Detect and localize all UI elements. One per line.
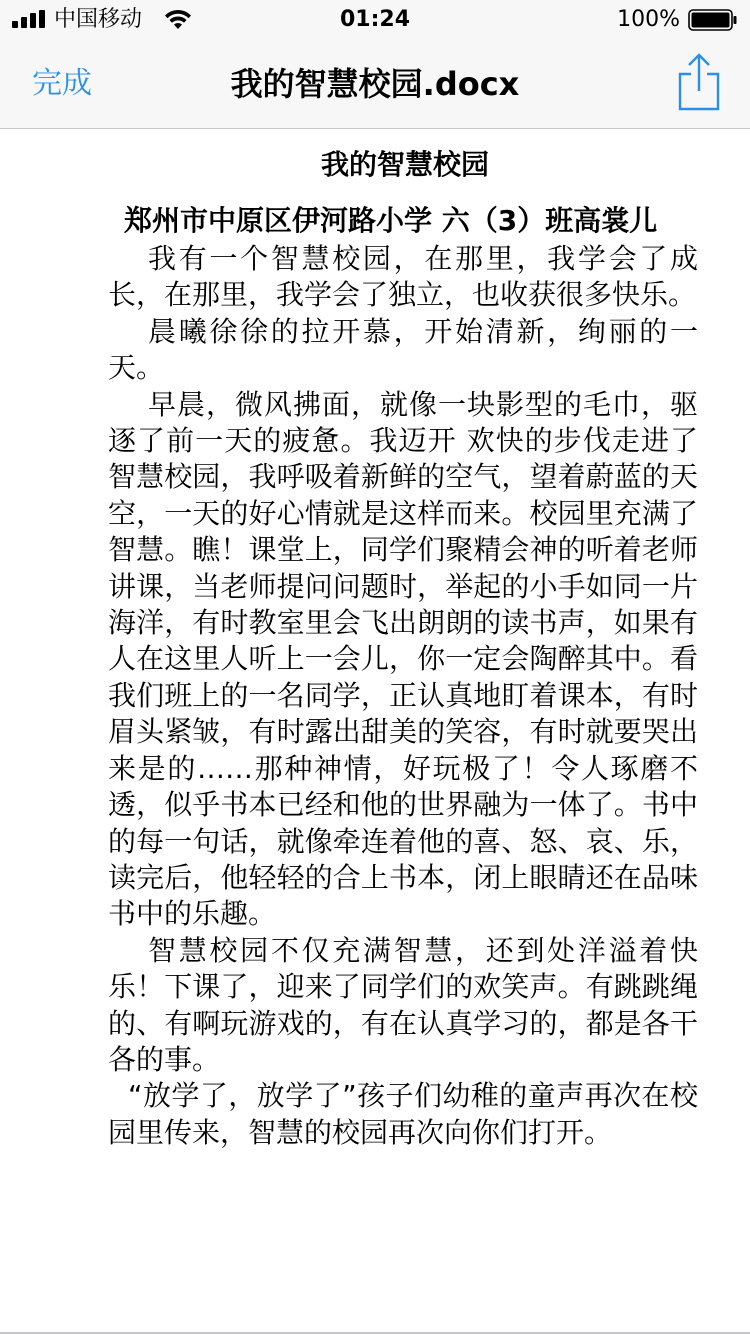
paragraph: 早晨，微风拂面，就像一块影型的毛巾，驱逐了前一天的疲惫。我迈开 欢快的步伐走进了智慧校园，我呼吸着新鲜的空气，望着蔚蓝的天空，一天的好心情就是这样而来。校园里充满了智慧。瞧！课堂上，同学们聚精会神的听着老师讲课，当老师提问问题时，举起的小手如同一片海洋，有时教室里会飞出朗朗的读书声，如果有人在这里人听上一会儿，你一定会陶醉其中。看我们班上的一名同学，正认真地盯着课本，有时眉头紧皱，有时露出甜美的笑容，有时就要哭出来是的……那种神情，好玩极了！令人琢磨不透，似乎书本已经和他的世界融为一体了。书中的每一句话，就像牵连着他的喜、怒、哀、乐，读完后，他轻轻的合上书本，闭上眼睛还在品味书中的乐趣。 bbox=[108, 387, 698, 931]
status-bar bbox=[0, 0, 750, 40]
document-file-name: 我的智慧校园.docx bbox=[230, 65, 520, 103]
clock-time: 01:24 bbox=[339, 7, 411, 32]
paragraph: 晨曦徐徐的拉开慕，开始清新，绚丽的一天。 bbox=[108, 314, 698, 385]
document-body bbox=[108, 241, 698, 1151]
document-author: 郑州市中原区伊河路小学 六（3）班高裳儿 bbox=[124, 204, 658, 237]
done-button[interactable]: 完成 bbox=[32, 66, 92, 101]
navigation-bar bbox=[0, 40, 750, 129]
paragraph: 智慧校园不仅充满智慧，还到处洋溢着快乐！下课了，迎来了同学们的欢笑声。有跳跳绳的、有啊玩游戏的，有在认真学习的，都是各干各的事。 bbox=[108, 933, 698, 1076]
battery-percentage: 100% bbox=[617, 7, 680, 32]
paragraph: 我有一个智慧校园，在那里，我学会了成长，在那里，我学会了独立，也收获很多快乐。 bbox=[108, 242, 698, 312]
document-title: 我的智慧校园 bbox=[320, 148, 489, 181]
carrier-name: 中国移动 bbox=[54, 7, 143, 32]
share-icon[interactable] bbox=[676, 52, 722, 112]
document-viewer[interactable] bbox=[0, 129, 750, 1333]
paragraph: “放学了，放学了”孩子们幼稚的童声再次在校园里传来，智慧的校园再次向你们打开。 bbox=[108, 1079, 698, 1149]
battery-icon bbox=[688, 9, 738, 31]
